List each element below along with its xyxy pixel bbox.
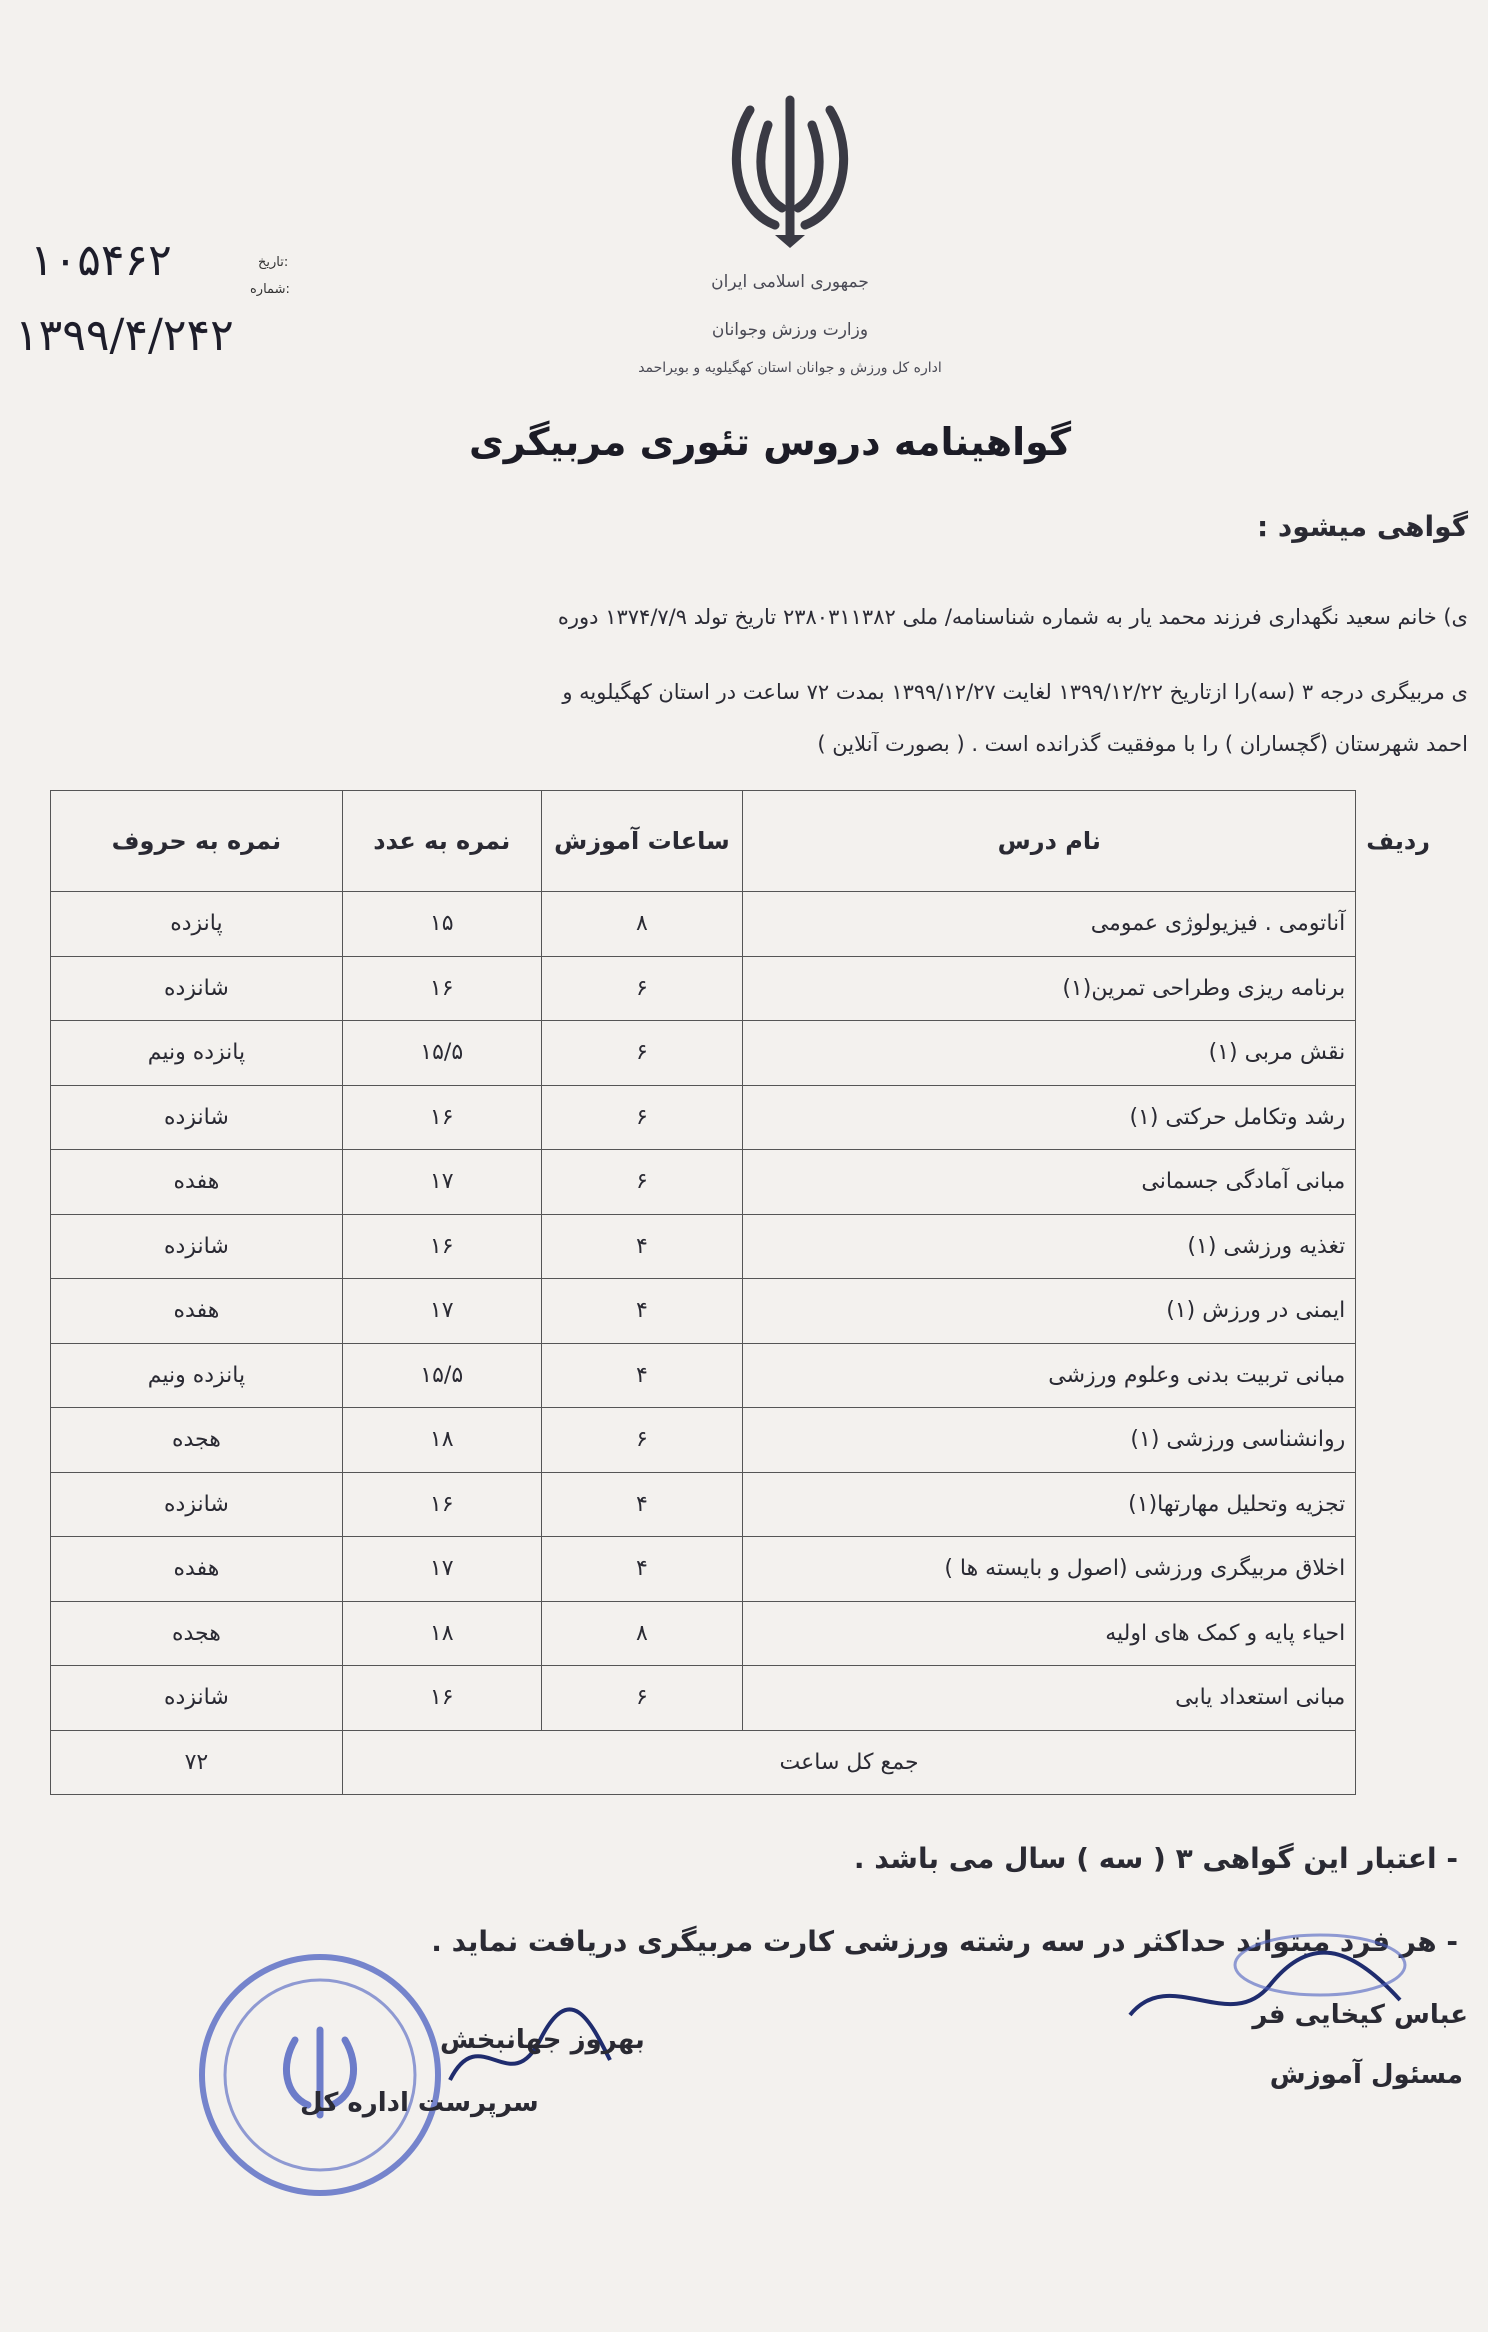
grade-words: پانزده ونیم bbox=[51, 1021, 343, 1086]
course-name: مبانی تربیت بدنی وعلوم ورزشی bbox=[743, 1343, 1356, 1408]
signature-left-title: سرپرست اداره کل bbox=[300, 2088, 539, 2118]
table-row bbox=[51, 1343, 1441, 1408]
course-hours: ۴ bbox=[541, 1279, 743, 1344]
signature-left-name: بهروز جهانبخش bbox=[440, 2025, 645, 2055]
total-hours-label: جمع کل ساعت bbox=[342, 1730, 1355, 1795]
course-hours: ۶ bbox=[541, 1021, 743, 1086]
header-grade-number: نمره به عدد bbox=[342, 791, 541, 892]
official-seal-icon bbox=[190, 1945, 450, 2205]
table-row bbox=[51, 1214, 1441, 1279]
number-label: شماره: bbox=[250, 282, 290, 297]
table-row bbox=[51, 1279, 1441, 1344]
grade-number: ۱۷ bbox=[342, 1150, 541, 1215]
header-hours: ساعات آموزش bbox=[541, 791, 743, 892]
grade-number: ۱۵/۵ bbox=[342, 1343, 541, 1408]
iran-emblem-icon bbox=[720, 80, 860, 250]
table-row bbox=[51, 1537, 1441, 1602]
total-hours-value: ۷۲ bbox=[51, 1730, 343, 1795]
body-line-1: ی) خانم سعید نگهداری فرزند محمد یار به شماره شناسنامه/ ملی ۲۳۸۰۳۱۱۳۸۲ تاریخ تولد ۱۳۷۴/۷/۹ دوره bbox=[557, 605, 1468, 629]
grade-words: هجده bbox=[51, 1601, 343, 1666]
table-row bbox=[51, 892, 1441, 957]
grade-number: ۱۵ bbox=[342, 892, 541, 957]
course-name: رشد وتکامل حرکتی (۱) bbox=[743, 1085, 1356, 1150]
header-grade-words: نمره به حروف bbox=[51, 791, 343, 892]
table-row bbox=[51, 1666, 1441, 1731]
course-name: مبانی استعداد یابی bbox=[743, 1666, 1356, 1731]
grade-words: هفده bbox=[51, 1279, 343, 1344]
grade-number: ۱۸ bbox=[342, 1408, 541, 1473]
table-row bbox=[51, 1472, 1441, 1537]
date-label: تاریخ: bbox=[258, 255, 289, 270]
grade-words: هفده bbox=[51, 1537, 343, 1602]
reference-block bbox=[10, 220, 340, 370]
course-hours: ۸ bbox=[541, 892, 743, 957]
grade-number: ۱۵/۵ bbox=[342, 1021, 541, 1086]
grade-words: هجده bbox=[51, 1408, 343, 1473]
course-hours: ۴ bbox=[541, 1214, 743, 1279]
course-name: مبانی آمادگی جسمانی bbox=[743, 1150, 1356, 1215]
course-name: ایمنی در ورزش (۱) bbox=[743, 1279, 1356, 1344]
course-name: آناتومی . فیزیولوژی عمومی bbox=[743, 892, 1356, 957]
letterhead-office: اداره کل ورزش و جوانان استان کهگیلویه و بویراحمد bbox=[638, 360, 942, 376]
body-line-3: احمد شهرستان (گچساران ) را با موفقیت گذرانده است . ( بصورت آنلاین ) bbox=[817, 732, 1468, 756]
course-hours: ۴ bbox=[541, 1343, 743, 1408]
letterhead-country: جمهوری اسلامی ایران bbox=[711, 272, 869, 292]
grade-words: پانزده ونیم bbox=[51, 1343, 343, 1408]
course-hours: ۶ bbox=[541, 956, 743, 1021]
signature-right-title: مسئول آموزش bbox=[1269, 2060, 1463, 2090]
grade-words: شانزده bbox=[51, 1085, 343, 1150]
note-validity: - اعتبار این گواهی ۳ ( سه ) سال می باشد . bbox=[853, 1842, 1458, 1875]
grade-words: شانزده bbox=[51, 1472, 343, 1537]
table-row bbox=[51, 1085, 1441, 1150]
signature-right-name: عباس کیخایی فر bbox=[1252, 2000, 1468, 2030]
note-max-fields: - هر فرد میتواند حداکثر در سه رشته ورزشی کارت مربیگری دریافت نماید . bbox=[431, 1925, 1458, 1958]
course-name: تجزیه وتحلیل مهارتها(۱) bbox=[743, 1472, 1356, 1537]
body-line-2: ی مربیگری درجه ۳ (سه)را ازتاریخ ۱۳۹۹/۱۲/۲۲ لغایت ۱۳۹۹/۱۲/۲۷ بمدت ۷۲ ساعت در استان کهگیلویه و bbox=[562, 680, 1468, 704]
course-name: اخلاق مربیگری ورزشی (اصول و بایسته ها ) bbox=[743, 1537, 1356, 1602]
course-hours: ۴ bbox=[541, 1472, 743, 1537]
grade-number: ۱۶ bbox=[342, 956, 541, 1021]
table-row bbox=[51, 1601, 1441, 1666]
course-name: تغذیه ورزشی (۱) bbox=[743, 1214, 1356, 1279]
grade-number: ۱۶ bbox=[342, 1085, 541, 1150]
grade-number: ۱۸ bbox=[342, 1601, 541, 1666]
table-header-row bbox=[51, 791, 1441, 892]
table-row bbox=[51, 956, 1441, 1021]
course-name: روانشناسی ورزشی (۱) bbox=[743, 1408, 1356, 1473]
grade-words: شانزده bbox=[51, 1666, 343, 1731]
reference-number-handwritten: ۱۰۵۴۶۲ bbox=[30, 235, 172, 286]
course-name: برنامه ریزی وطراحی تمرین(۱) bbox=[743, 956, 1356, 1021]
grade-words: پانزده bbox=[51, 892, 343, 957]
course-hours: ۸ bbox=[541, 1601, 743, 1666]
grade-words: هفده bbox=[51, 1150, 343, 1215]
grades-table bbox=[50, 790, 1440, 1795]
grade-words: شانزده bbox=[51, 956, 343, 1021]
table-row bbox=[51, 1408, 1441, 1473]
header-course: نام درس bbox=[743, 791, 1356, 892]
grade-number: ۱۷ bbox=[342, 1279, 541, 1344]
table-row bbox=[51, 1150, 1441, 1215]
grade-words: شانزده bbox=[51, 1214, 343, 1279]
table-total-row bbox=[51, 1730, 1441, 1795]
course-hours: ۴ bbox=[541, 1537, 743, 1602]
course-hours: ۶ bbox=[541, 1408, 743, 1473]
reference-date-handwritten: ۱۳۹۹/۴/۲۴۲ bbox=[15, 310, 234, 361]
header-row-number: ردیف bbox=[1366, 827, 1430, 855]
course-hours: ۶ bbox=[541, 1666, 743, 1731]
grade-number: ۱۷ bbox=[342, 1537, 541, 1602]
table-row bbox=[51, 1021, 1441, 1086]
signature-scribble-icon bbox=[1110, 1905, 1410, 2055]
grade-number: ۱۶ bbox=[342, 1666, 541, 1731]
course-hours: ۶ bbox=[541, 1150, 743, 1215]
course-name: احیاء پایه و کمک های اولیه bbox=[743, 1601, 1356, 1666]
course-name: نقش مربی (۱) bbox=[743, 1021, 1356, 1086]
certificate-title: گواهینامه دروس تئوری مربیگری bbox=[468, 420, 1072, 464]
course-hours: ۶ bbox=[541, 1085, 743, 1150]
letterhead-ministry: وزارت ورزش وجوانان bbox=[711, 320, 869, 340]
grade-number: ۱۶ bbox=[342, 1472, 541, 1537]
grade-number: ۱۶ bbox=[342, 1214, 541, 1279]
certifies-heading: گواهی میشود : bbox=[1256, 510, 1468, 543]
